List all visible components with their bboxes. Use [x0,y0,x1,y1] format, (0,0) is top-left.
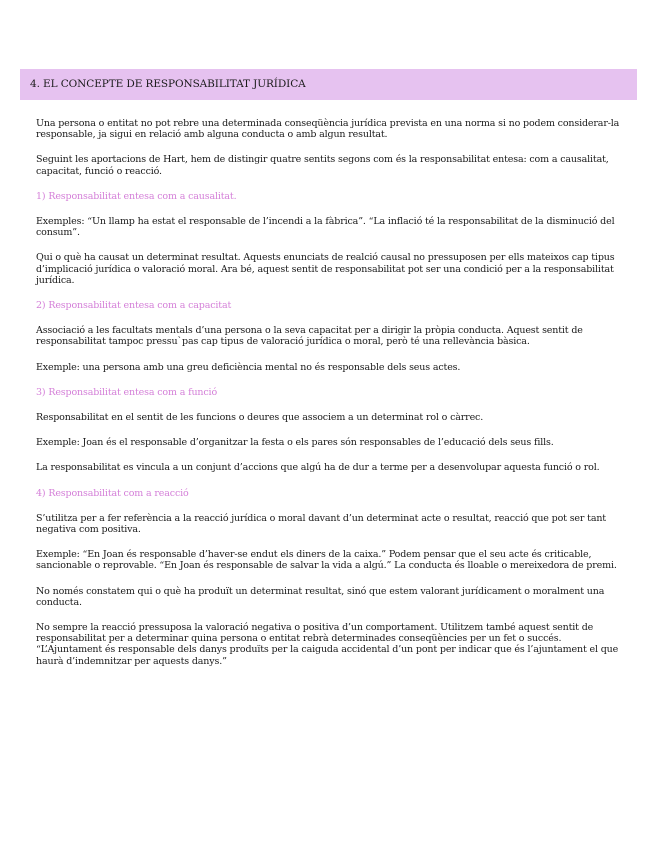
paragraph: No sempre la reacció pressuposa la valoració negativa o positiva d’un comportament. Utilitzem també aquest sentit de responsabilitat per a determinar quina persona o entitat rebrà determinades conseqüències per un fet o succés. [36,622,594,645]
section-header-bar [20,69,637,100]
paragraph: Exemple: “En Joan és responsable d’haver-se endut els diners de la caixa.” Podem pensar que el seu acte és criticable, sancionable o reprovable. “En Joan és responsable de salvar la vida a algú.” La conducta és lloable o mereixedora de premi. [36,549,617,572]
paragraph: Exemples: “Un llamp ha estat el responsable de l’incendi a la fàbrica”. “La inflació té la responsabilitat de la disminució del consum”. [36,216,615,239]
intro-paragraph: Seguint les aportacions de Hart, hem de distingir quatre sentits segons com és la responsabilitat entesa: com a causalitat, capacitat, funció o reacció. [36,154,609,177]
section-heading-capacitat: 2) Responsabilitat entesa com a capacitat [36,300,232,312]
paragraph: No només constatem qui o què ha produït un determinat resultat, sinó que estem valorant jurídicament o moralment una conducta. [36,585,605,608]
paragraph: “L’Ajuntament és responsable dels danys produïts per la caiguda accidental d’un pont per indicar que és l’ajuntament el que haurà d’indemnitzar per aquests danys.” [36,644,619,667]
document-body [36,118,620,681]
section-heading-reaccio: 4) Responsabilitat com a reacció [36,487,189,499]
paragraph: Qui o què ha causat un determinat resultat. Aquests enunciats de realció causal no pressuposen per ells mateixos cap tipus d’implicació jurídica o valoració moral. Ara bé, aquest sentit de responsabilitat pot ser una condició per a la responsabilitat jurídica. [36,252,615,286]
paragraph: Exemple: Joan és el responsable d’organitzar la festa o els pares són responsables de l’educació dels seus fills. [36,437,554,449]
paragraph: Associació a les facultats mentals d’una persona o la seva capacitat per a dirigir la pròpia conducta. Aquest sentit de responsabilitat tampoc pressu`pas cap tipus de valoració jurídica o moral, però té una rellevància bàsica. [36,325,583,348]
section-heading-funcio: 3) Responsabilitat entesa com a funció [36,386,218,398]
paragraph: S’utilitza per a fer referència a la reacció jurídica o moral davant d’un determinat acte o resultat, reacció que pot ser tant negativa com positiva. [36,512,606,536]
intro-paragraph: Una persona o entitat no pot rebre una determinada conseqüència jurídica prevista en una norma si no podem considerar-la responsable, ja sigui en relació amb alguna conducta o amb algun resultat. [36,118,620,141]
paragraph: La responsabilitat es vincula a un conjunt d’accions que algú ha de dur a terme per a desenvolupar aquesta funció o rol. [36,462,600,474]
page-title: 4. EL CONCEPTE DE RESPONSABILITAT JURÍDICA [30,78,306,90]
section-heading-causalitat: 1) Responsabilitat entesa com a causalitat. [36,190,237,202]
paragraph: Responsabilitat en el sentit de les funcions o deures que associem a un determinat rol o càrrec. [36,412,484,424]
paragraph: Exemple: una persona amb una greu deficiència mental no és responsable dels seus actes. [36,361,461,373]
